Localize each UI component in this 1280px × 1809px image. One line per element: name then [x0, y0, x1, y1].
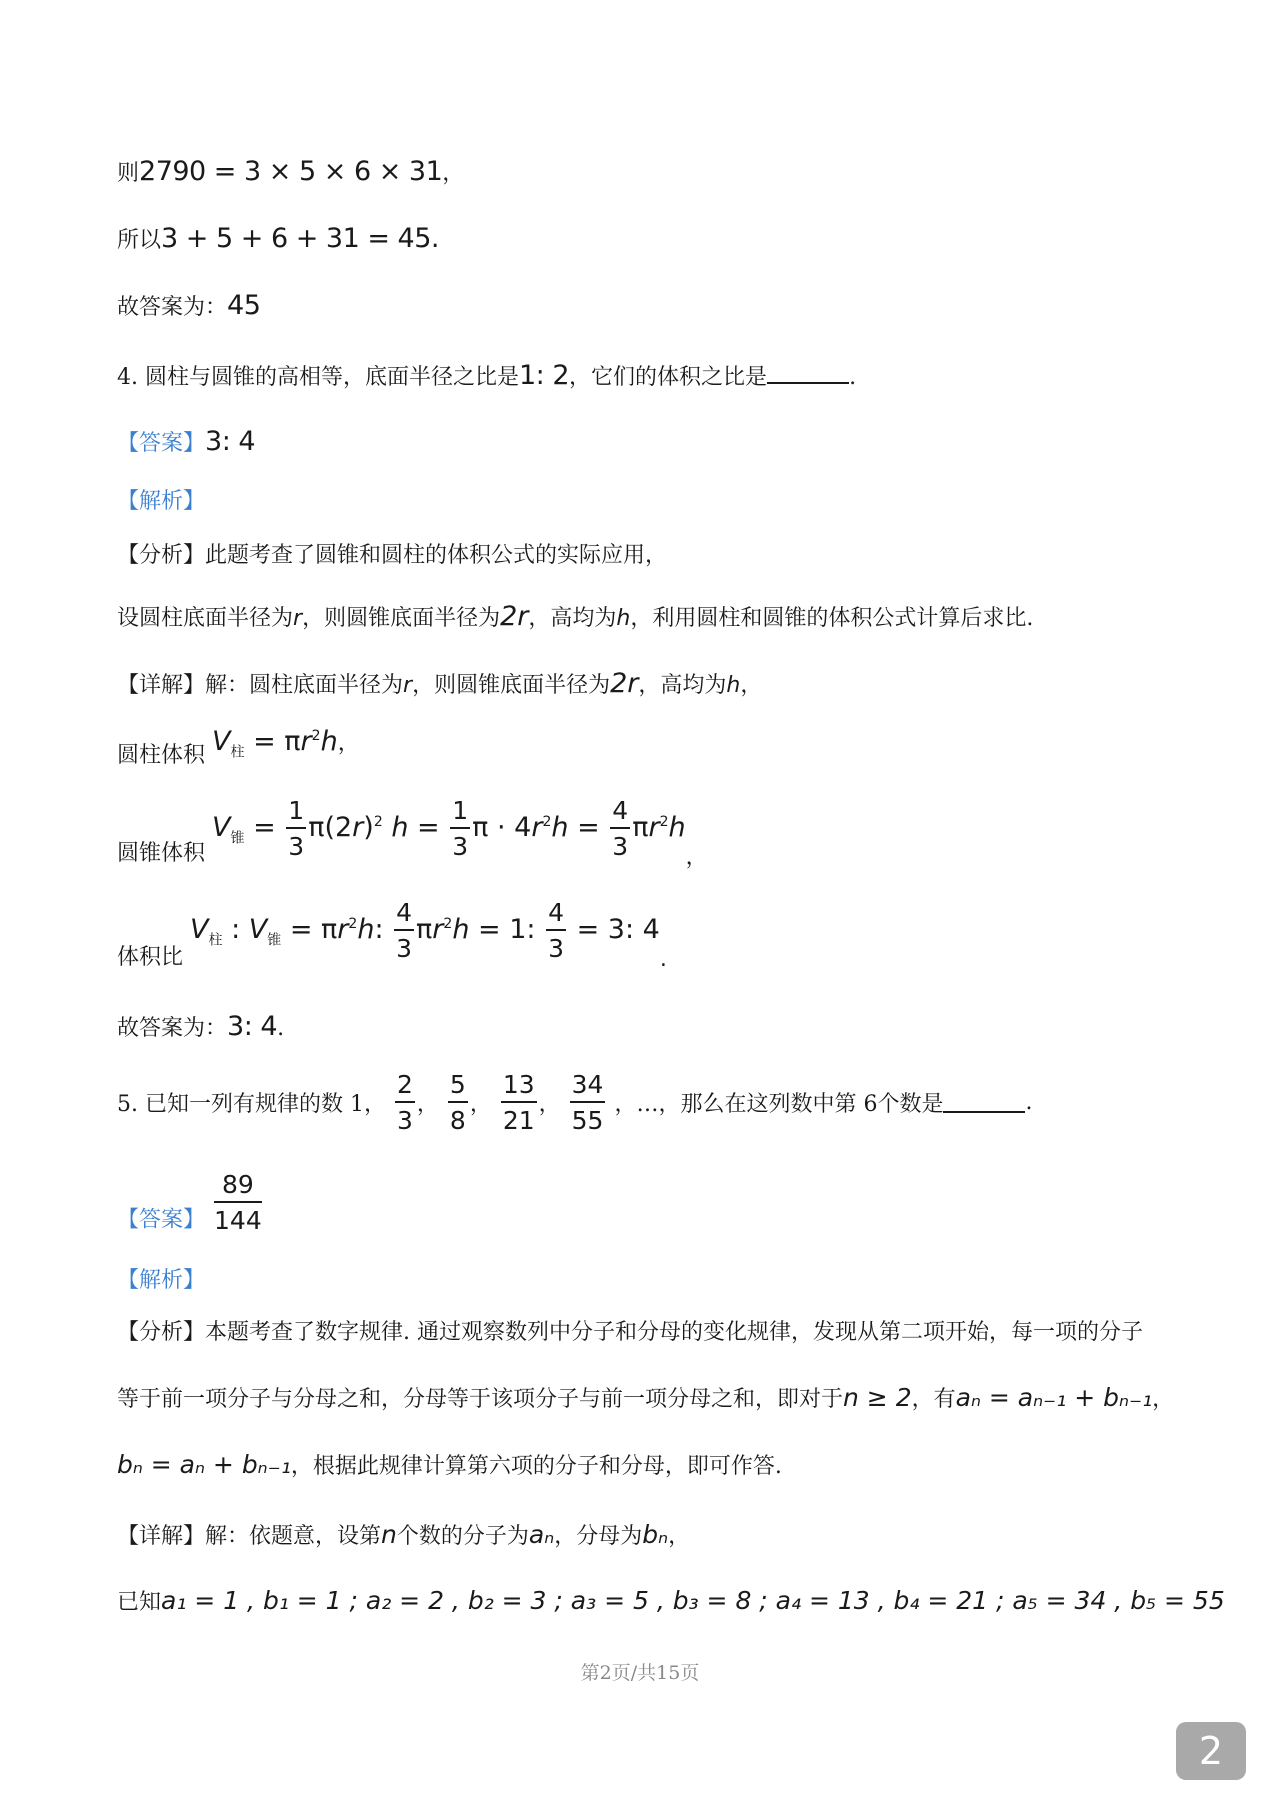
answer-value: 3: 4: [205, 426, 256, 457]
analysis-line: [117, 545, 667, 567]
text: 故答案为：: [117, 1016, 228, 1041]
text: ，…，那么在这列数中第 6个数是: [614, 1092, 944, 1117]
text: .: [277, 1016, 285, 1041]
volume-ratio-label: 体积比: [117, 945, 184, 970]
text-line: [117, 225, 439, 252]
question-4-title: [117, 362, 856, 389]
fraction-denominator: 55: [571, 1106, 604, 1135]
math-var: bₙ: [642, 1520, 669, 1549]
math-var: n: [381, 1520, 397, 1549]
text: ，它们的体积之比是: [569, 365, 768, 390]
analysis-label: 【解析】: [117, 489, 206, 514]
math-var: h: [616, 606, 631, 631]
analysis-line: [117, 603, 1033, 630]
math-expression: 45: [227, 290, 261, 321]
text: ，: [1152, 1387, 1175, 1412]
text: 本题考查了数字规律. 通过观察数列中分子和分母的变化规律，发现从第二项开始，每一项的分子: [205, 1320, 1144, 1345]
cone-volume-label: 圆锥体积: [117, 841, 206, 866]
fraction-denominator: 144: [214, 1206, 262, 1235]
page-number-badge[interactable]: 2: [1176, 1722, 1246, 1780]
text: .: [849, 365, 857, 390]
math-var: h: [726, 673, 741, 698]
text: 【分析】: [117, 1320, 206, 1345]
answer-blank: [943, 1093, 1025, 1113]
text: 解：圆柱底面半径为: [205, 673, 404, 698]
answer-label: 【答案】: [117, 1207, 206, 1233]
fraction-denominator: 21: [502, 1106, 535, 1135]
answer-label: 【答案】: [117, 431, 206, 456]
math-expression: 1: 2: [519, 360, 570, 391]
detail-line: [117, 1522, 690, 1548]
volume-ratio-formula: $V_柱$ : $V_锥 = \pi r^2h$: $\frac{4}{3}$ $\pi r^2h = 1$: $\frac{4}{3}$ = 3: $4_.$: [190, 898, 667, 972]
text: 【详解】: [117, 673, 206, 698]
math-var: r: [293, 606, 303, 631]
text-line: [117, 292, 260, 319]
text: 此题考查了圆锥和圆柱的体积公式的实际应用，: [205, 543, 668, 568]
answer-line: [117, 428, 255, 455]
math-var: r: [403, 673, 413, 698]
fraction-numerator: 34: [570, 1070, 606, 1103]
known-values-line: [117, 1588, 1225, 1614]
math-expression: 3 + 5 + 6 + 31 = 45.: [161, 223, 439, 254]
text: ，则圆锥底面半径为: [302, 606, 501, 631]
cone-volume-formula: $V_锥$ = $\frac{1}{3}$ $\pi(2r)^2$ h = $\frac{1}{3}$ $\pi \cdot 4r^2h$ = $\frac{4}{3}$ $\pi r^2h_,$: [212, 796, 708, 870]
text: ，: [740, 673, 763, 698]
text: 【详解】: [117, 1524, 206, 1549]
text: 则: [117, 161, 140, 186]
text: 设圆柱底面半径为: [117, 606, 294, 631]
question-5-title: 5. 已知一列有规律的数 1， $\frac{2}{3}$ ， $\frac{5}{8}$ ， $\frac{13}{21}$ ， $\frac{34}{55}$ ，…，那么在这列数中第 6个数是 .: [117, 1070, 1033, 1135]
text: 等于前一项分子与分母之和，分母等于该项分子与前一项分母之和，即对于: [117, 1387, 844, 1412]
sequence-fraction: [501, 1070, 537, 1135]
analysis-label: 【解析】: [117, 1268, 206, 1293]
cylinder-volume-formula: $V_柱 = \pi r^2h$，: [212, 726, 360, 761]
text: 所以: [117, 228, 162, 253]
text: ，则圆锥底面半径为: [412, 673, 611, 698]
sequence-fraction: [570, 1070, 606, 1135]
math-expression: bₙ = aₙ + bₙ₋₁: [117, 1450, 291, 1479]
fraction-denominator: 8: [449, 1106, 466, 1135]
math-var: aₙ: [528, 1520, 555, 1549]
text: 解：依题意，设第: [205, 1524, 382, 1549]
text: 已知: [117, 1590, 162, 1615]
page-footer: 第2页/共15页: [580, 1662, 700, 1684]
sequence-fraction: [395, 1070, 415, 1135]
text: 故答案为：: [117, 295, 228, 320]
text: .: [1025, 1090, 1033, 1115]
fraction-numerator: 2: [395, 1070, 415, 1103]
analysis-line: [117, 1452, 782, 1478]
analysis-line: [117, 1322, 1143, 1344]
math-var: 2r: [610, 668, 639, 699]
text: 5. 已知一列有规律的数 1，: [117, 1092, 386, 1117]
text: ，高均为: [528, 606, 617, 631]
text: ，利用圆柱和圆锥的体积公式计算后求比.: [630, 606, 1034, 631]
fraction-numerator: 5: [448, 1070, 468, 1103]
math-expression: n ≥ 2: [843, 1383, 912, 1412]
answer-blank: [767, 364, 849, 384]
fraction-numerator: 89: [214, 1170, 262, 1203]
text: ，分母为: [554, 1524, 643, 1549]
math-expression: 3: 4: [227, 1011, 278, 1042]
text-line: [117, 158, 464, 185]
analysis-line: [117, 1385, 1174, 1411]
fraction-denominator: 3: [396, 1106, 413, 1135]
final-answer-line: [117, 1013, 284, 1040]
math-expression: aₙ = aₙ₋₁ + bₙ₋₁: [955, 1383, 1153, 1412]
text: ，: [442, 161, 465, 186]
math-var: 2r: [500, 601, 529, 632]
text: ，根据此规律计算第六项的分子和分母，即可作答.: [290, 1454, 782, 1479]
text: ，高均为: [638, 673, 727, 698]
text: 4. 圆柱与圆锥的高相等，底面半径之比是: [117, 365, 519, 390]
math-expression: a₁ = 1 , b₁ = 1 ; a₂ = 2 , b₂ = 3 ; a₃ = 5 , b₃ = 8 ; a₄ = 13 , b₄ = 21 ; a₅ = 34 , b₅ = 55: [161, 1586, 1225, 1615]
answer-line: [117, 1170, 264, 1235]
detail-line: [117, 670, 762, 697]
text: ，有: [911, 1387, 956, 1412]
text: ，: [668, 1524, 691, 1549]
sequence-fraction: [448, 1070, 468, 1135]
cylinder-volume-label: 圆柱体积: [117, 743, 206, 768]
math-expression: 2790 = 3 × 5 × 6 × 31: [139, 156, 443, 187]
text: 【分析】: [117, 543, 206, 568]
fraction-numerator: 13: [501, 1070, 537, 1103]
text: 个数的分子为: [396, 1524, 529, 1549]
answer-fraction: [214, 1170, 262, 1235]
